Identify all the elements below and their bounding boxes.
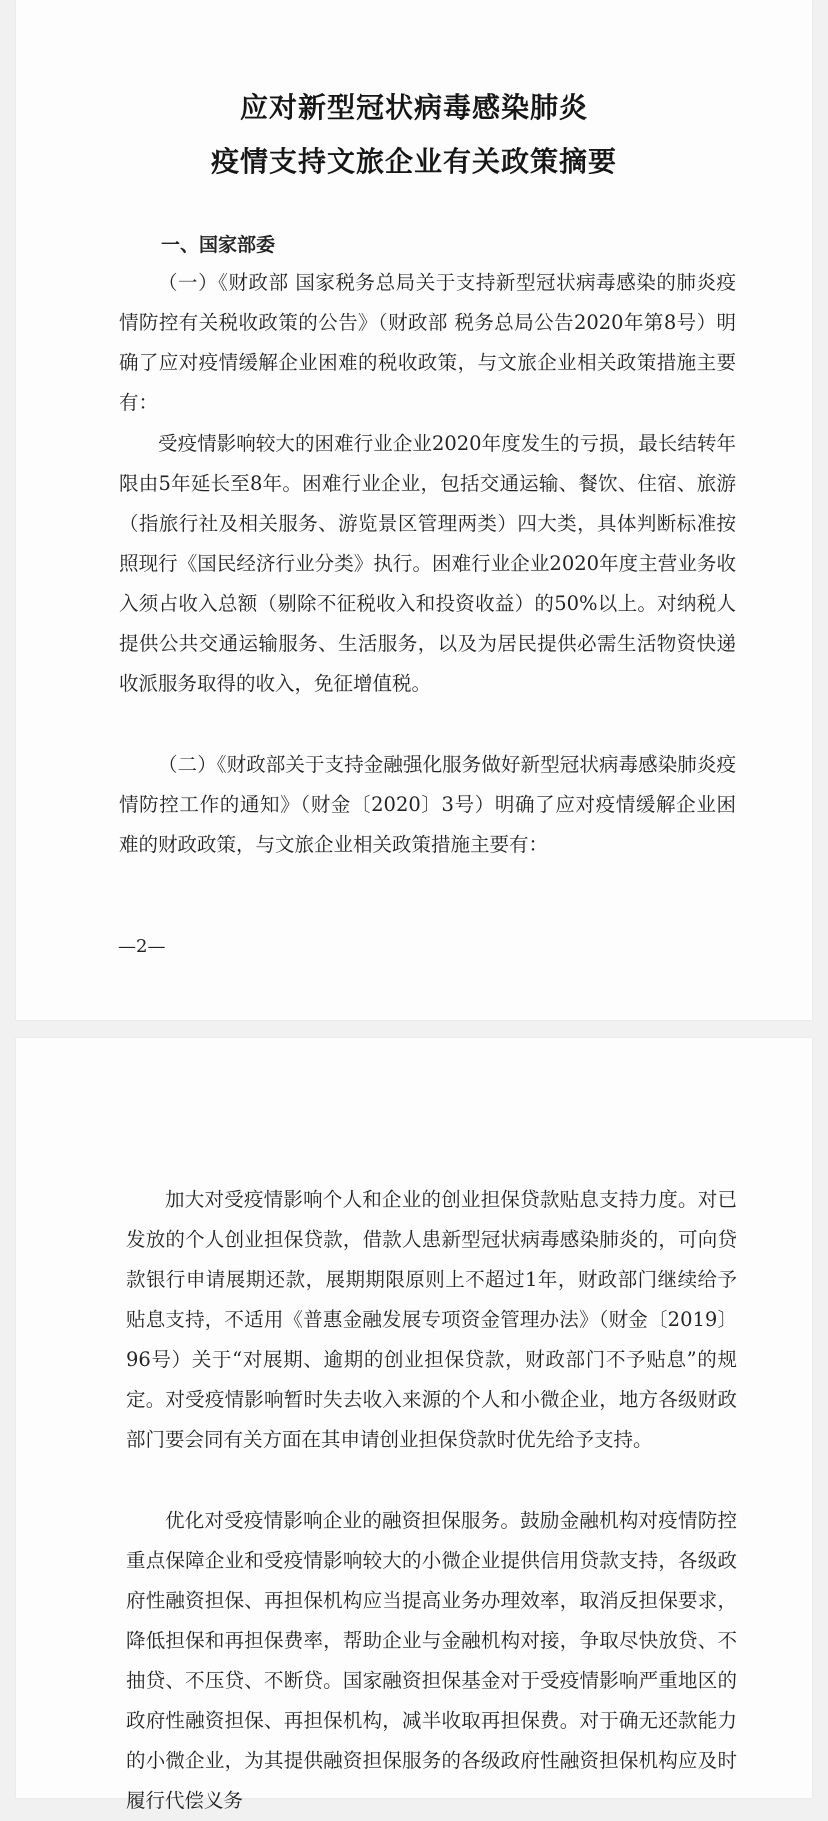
section-heading: 一、国家部委 xyxy=(161,234,276,256)
document-title-line-1: 应对新型冠状病毒感染肺炎 xyxy=(239,91,588,124)
document-title-line-2: 疫情支持文旅企业有关政策摘要 xyxy=(210,145,617,178)
paragraph: 加大对受疫情影响个人和企业的创业担保贷款贴息支持力度。对已发放的个人创业担保贷款，借款人患新型冠状病毒感染肺炎的，可向贷款银行申请展期还款，展期期限原则上不超过1年，财政部门继续给予贴息支持，不适用《普惠金融发展专项资金管理办法》（财金〔2019〕96号）关于“对展期、逾期的创业担保贷款，财政部门不予贴息”的规定。对受疫情影响暂时失去收入来源的个人和小微企业，地方各级财政部门要会同有关方面在其申请创业担保贷款时优先给予支持。 xyxy=(126,1188,737,1451)
page-number: —2— xyxy=(118,936,166,957)
paragraph: （二）《财政部关于支持金融强化服务做好新型冠状病毒感染肺炎疫情防控工作的通知》（财金〔2020〕3号）明确了应对疫情缓解企业困难的财政政策，与文旅企业相关政策措施主要有： xyxy=(119,753,736,856)
document-page-2 xyxy=(16,1038,812,1812)
paragraph: 受疫情影响较大的困难行业企业2020年度发生的亏损，最长结转年限由5年延长至8年。困难行业企业，包括交通运输、餐饮、住宿、旅游（指旅行社及相关服务、游览景区管理两类）四大类，具体判断标准按照现行《国民经济行业分类》执行。困难行业企业2020年度主营业务收入须占收入总额（剔除不征税收入和投资收益）的50%以上。对纳税人提供公共交通运输服务、生活服务，以及为居民提供必需生活物资快递收派服务取得的收入，免征增值税。 xyxy=(119,432,736,695)
document-page-1 xyxy=(16,0,812,1020)
paragraph: （一）《财政部 国家税务总局关于支持新型冠状病毒感染的肺炎疫情防控有关税收政策的公告》（财政部 税务总局公告2020年第8号）明确了应对疫情缓解企业困难的税收政策，与文旅企业相关政策措施主要有： xyxy=(119,271,736,414)
paragraph: 优化对受疫情影响企业的融资担保服务。鼓励金融机构对疫情防控重点保障企业和受疫情影响较大的小微企业提供信用贷款支持，各级政府性融资担保、再担保机构应当提高业务办理效率，取消反担保要求，降低担保和再担保费率，帮助企业与金融机构对接，争取尽快放贷、不抽贷、不压贷、不断贷。国家融资担保基金对于受疫情影响严重地区的政府性融资担保、再担保机构，减半收取再担保费。对于确无还款能力的小微企业，为其提供融资担保服务的各级政府性融资担保机构应及时履行代偿义务 xyxy=(126,1509,737,1812)
